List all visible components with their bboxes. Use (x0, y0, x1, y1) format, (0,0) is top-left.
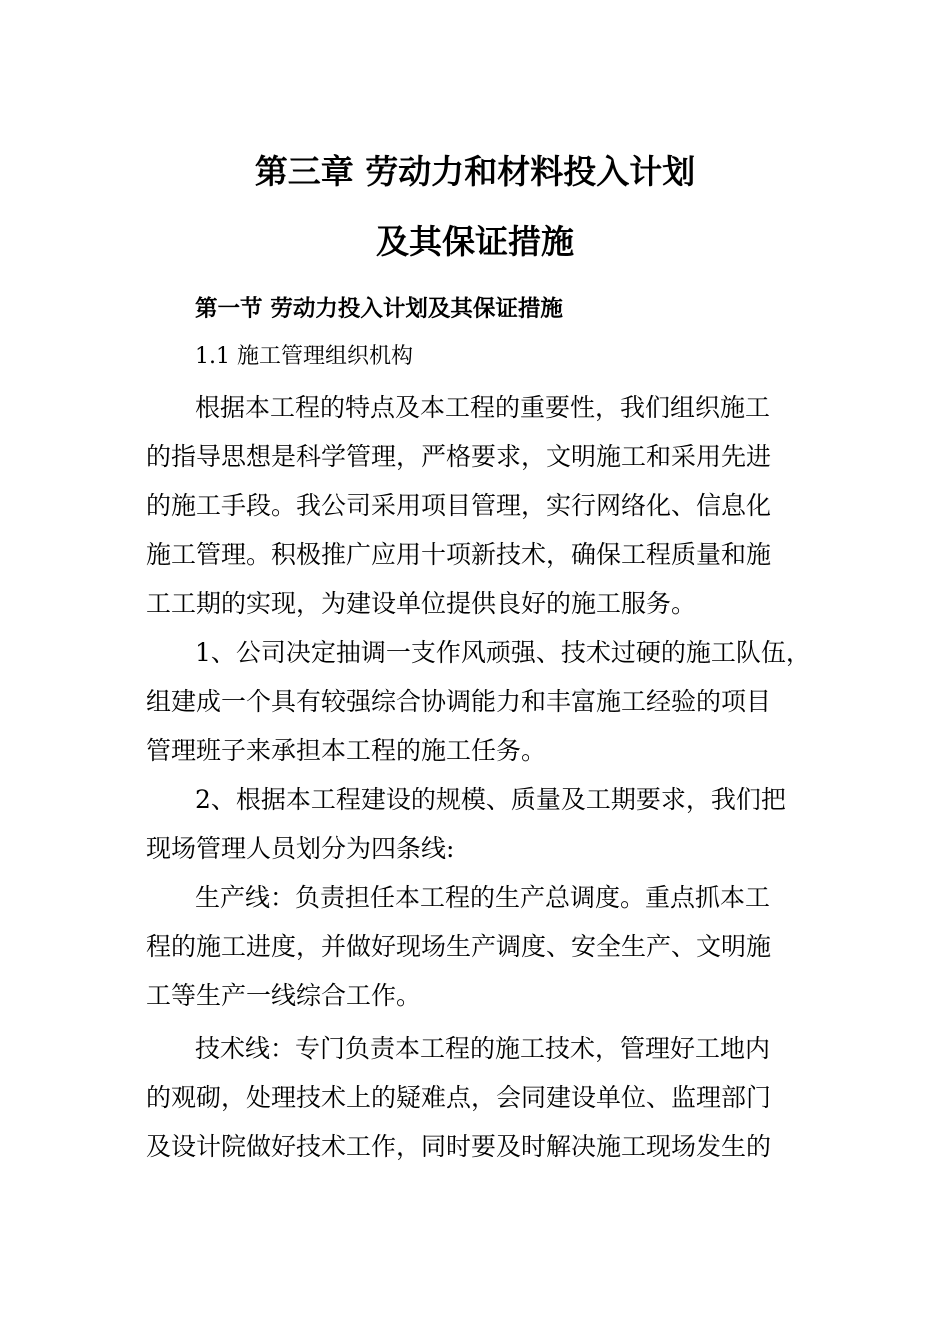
paragraph-line: 生产线：负责担任本工程的生产总调度。重点抓本工 (195, 883, 771, 912)
paragraph-line: 组建成一个具有较强综合协调能力和丰富施工经验的项目 (146, 687, 772, 716)
paragraph-line: 1、公司决定抽调一支作风顽强、技术过硬的施工队伍， (195, 638, 811, 667)
paragraph-line: 的施工手段。我公司采用项目管理，实行网络化、信息化 (146, 491, 772, 520)
paragraph-line: 2、根据本工程建设的规模、质量及工期要求，我们把 (195, 785, 786, 814)
chapter-title-line-2: 及其保证措施 (376, 222, 574, 261)
paragraph-line: 现场管理人员划分为四条线: (146, 834, 455, 863)
paragraph-line: 及设计院做好技术工作，同时要及时解决施工现场发生的 (146, 1132, 772, 1161)
paragraph-line: 工等生产一线综合工作。 (146, 981, 422, 1010)
section-title: 第一节 劳动力投入计划及其保证措施 (195, 296, 563, 322)
paragraph-line: 根据本工程的特点及本工程的重要性，我们组织施工 (195, 393, 771, 422)
paragraph-line: 施工管理。积极推广应用十项新技术，确保工程质量和施 (146, 540, 772, 569)
paragraph-line: 程的施工进度，并做好现场生产调度、安全生产、文明施 (146, 932, 772, 961)
paragraph-line: 工工期的实现，为建设单位提供良好的施工服务。 (146, 589, 697, 618)
paragraph-line: 的指导思想是科学管理，严格要求，文明施工和采用先进 (146, 442, 772, 471)
paragraph-line: 技术线：专门负责本工程的施工技术，管理好工地内 (195, 1034, 771, 1063)
paragraph-line: 管理班子来承担本工程的施工任务。 (146, 736, 547, 765)
paragraph-line: 的观砌，处理技术上的疑难点，会同建设单位、监理部门 (146, 1083, 772, 1112)
subsection-heading: 1.1 施工管理组织机构 (195, 344, 413, 369)
chapter-title-line-1: 第三章 劳动力和材料投入计划 (254, 152, 696, 191)
